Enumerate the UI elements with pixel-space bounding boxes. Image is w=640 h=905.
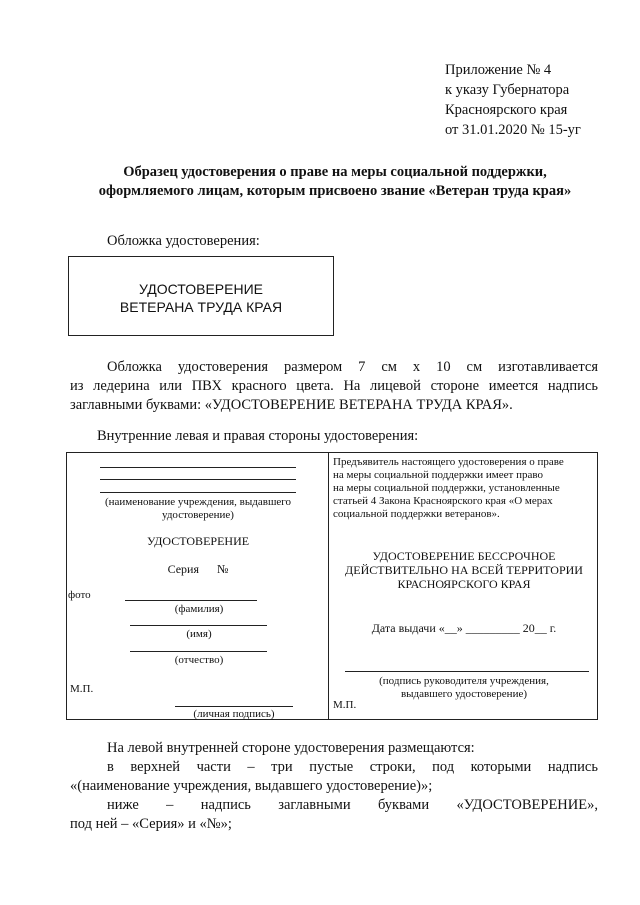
- cover-desc-line-2: из ледерина или ПВХ красного цвета. На лицевой стороне имеется надпись: [70, 378, 598, 394]
- title-line-2: оформляемого лицам, которым присвоено звание «Ветеран труда края»: [98, 183, 572, 199]
- surname-note: (фамилия): [174, 603, 224, 615]
- bearer-text-line-4: статьей 4 Закона Красноярского края «О мерах: [333, 495, 553, 507]
- patronymic-line: [130, 651, 267, 652]
- institution-note-line-2: удостоверение): [162, 509, 234, 521]
- head-signature-note-line-2: выдавшего удостоверение): [400, 688, 528, 700]
- institution-line-3: [100, 492, 296, 493]
- appendix-header: [445, 60, 581, 140]
- cover-text: [68, 280, 334, 316]
- head-signature-line: [345, 671, 589, 672]
- cover-text-line-1: УДОСТОВЕРЕНИЕ: [139, 281, 263, 297]
- right-bearer-text: [333, 456, 595, 521]
- validity-text: [330, 549, 598, 591]
- appendix-decree: к указу Губернатора: [445, 82, 570, 98]
- cover-text-line-2: ВЕТЕРАНА ТРУДА КРАЯ: [119, 299, 283, 315]
- institution-line-2: [100, 479, 296, 480]
- inner-label: Внутренние левая и правая стороны удостоверения:: [97, 428, 419, 444]
- personal-signature-line: [175, 706, 293, 707]
- bearer-text-line-1: Предъявитель настоящего удостоверения о праве: [333, 456, 564, 468]
- institution-note: [80, 496, 316, 522]
- title-line-1: Образец удостоверения о праве на меры социальной поддержки,: [123, 164, 547, 180]
- personal-signature-note: (личная подпись): [193, 708, 275, 720]
- appendix-region: Красноярского края: [445, 102, 568, 118]
- patronymic-note: (отчество): [174, 654, 224, 666]
- institution-note-line-1: (наименование учреждения, выдавшего: [104, 496, 292, 508]
- left-stamp: М.П.: [70, 683, 94, 695]
- institution-line-1: [100, 467, 296, 468]
- validity-line-2: ДЕЙСТВИТЕЛЬНО НА ВСЕЙ ТЕРРИТОРИИ: [345, 563, 583, 577]
- bottom-line-1: На левой внутренней стороне удостоверения размещаются:: [107, 740, 475, 756]
- cover-desc-line-3: заглавными буквами: «УДОСТОВЕРЕНИЕ ВЕТЕРАНА ТРУДА КРАЯ».: [70, 397, 513, 413]
- validity-line-3: КРАСНОЯРСКОГО КРАЯ: [397, 577, 531, 591]
- left-heading: УДОСТОВЕРЕНИЕ: [146, 534, 250, 548]
- bottom-line-5: под ней – «Серия» и «№»;: [70, 816, 232, 832]
- name-note: (имя): [186, 628, 212, 640]
- head-signature-note: [330, 675, 598, 701]
- name-line: [130, 625, 267, 626]
- cover-desc-line-1: Обложка удостоверения размером 7 см х 10 см изготавливается: [107, 359, 598, 375]
- surname-line: [125, 600, 257, 601]
- series-number: Серия №: [167, 562, 229, 576]
- bottom-line-4: ниже – надпись заглавными буквами «УДОСТОВЕРЕНИЕ»,: [107, 797, 598, 813]
- cover-label: Обложка удостоверения:: [107, 233, 260, 249]
- right-stamp: М.П.: [333, 699, 357, 711]
- photo-label: фото: [68, 589, 91, 601]
- issue-date: Дата выдачи «__» _________ 20__ г.: [371, 621, 557, 635]
- appendix-number: Приложение № 4: [445, 62, 552, 78]
- head-signature-note-line-1: (подпись руководителя учреждения,: [379, 675, 549, 687]
- validity-line-1: УДОСТОВЕРЕНИЕ БЕССРОЧНОЕ: [372, 549, 556, 563]
- bottom-line-2: в верхней части – три пустые строки, под которыми надпись: [107, 759, 598, 775]
- appendix-date: от 31.01.2020 № 15-уг: [445, 122, 581, 138]
- bottom-line-3: «(наименование учреждения, выдавшего удостоверение)»;: [70, 778, 433, 794]
- inner-divider: [328, 452, 329, 720]
- bearer-text-line-3: на меры социальной поддержки, установленные: [333, 482, 560, 494]
- document-title: [70, 163, 600, 201]
- bearer-text-line-2: на меры социальной поддержки имеет право: [333, 469, 543, 481]
- bearer-text-line-5: социальной поддержки ветеранов».: [333, 508, 500, 520]
